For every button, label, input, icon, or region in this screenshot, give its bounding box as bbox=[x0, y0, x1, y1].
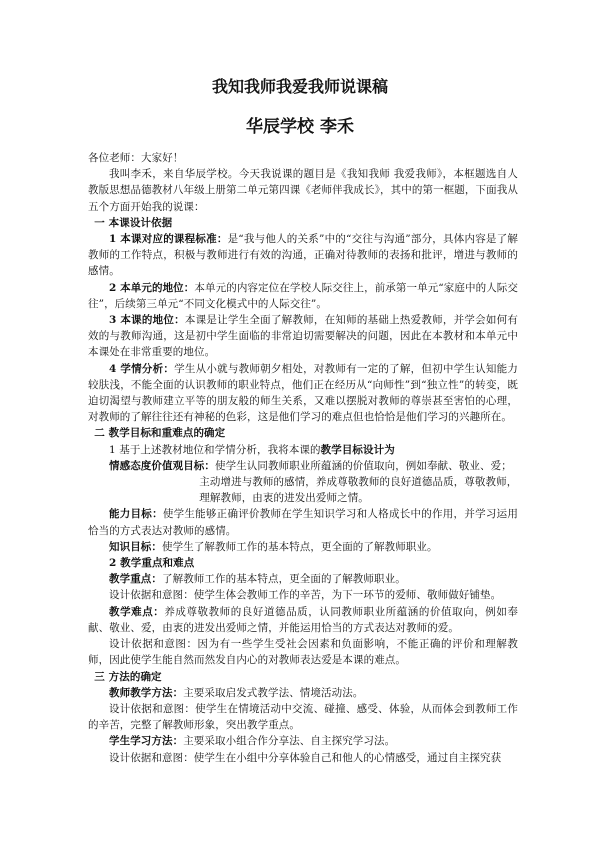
section-heading-2: 二 教学目标和重难点的确定 bbox=[94, 427, 226, 440]
unit-position-label: 2 本单元的地位： bbox=[109, 281, 195, 294]
teaching-difficulty-basis: 设计依据和意图：因为有一些学生受社会因素和负面影响，不能正确的评价和理解教师，因此使学生能自然而然发自内心的对教师表达爱是本课的难点。 bbox=[88, 638, 518, 667]
objectives-intro bbox=[88, 442, 518, 458]
lesson-position-text: 本课是让学生全面了解教师，在知师的基础上热爱教师，并学会如何有效的与教师沟通，这是初中学生面临的非常迫切需要解决的问题，因此在本教材和本单元中本课处在非常重要的地位。 bbox=[88, 314, 518, 359]
section-heading-1: 一 本课设计依据 bbox=[94, 216, 173, 229]
document-body bbox=[88, 150, 518, 766]
teaching-difficulty-text: 养成尊敬教师的良好道德品质，认同教师职业所蕴涵的价值取向，例如奉献、敬业、爱，由衷的进发出爱师之情，并能运用恰当的方式表达对教师的爱。 bbox=[88, 605, 519, 634]
emotion-objective-line-3: 理解教师，由衷的进发出爱师之情。 bbox=[199, 492, 369, 505]
student-methods bbox=[88, 733, 518, 749]
learner-analysis-label: 4 学情分析： bbox=[109, 362, 175, 375]
knowledge-objective bbox=[88, 539, 518, 555]
document-subtitle: 华辰学校 李禾 bbox=[246, 117, 354, 137]
emotion-objective-line-2: 主动增进与教师的感情，养成尊敬教师的良好道德品质，尊敬教师， bbox=[199, 476, 518, 489]
curriculum-standard-label: 1 本课对应的课程标准： bbox=[109, 233, 228, 246]
unit-position-text: 本单元的内容定位在学校人际交往上，前承第一单元“家庭中的人际交往”，后续第三单元“不同文化模式中的人际交往”。 bbox=[88, 281, 518, 310]
ability-objective-text: 使学生能够正确评价教师在学生知识学习和人格成长中的作用，并学习运用恰当的方式表达对教师的感情。 bbox=[88, 508, 518, 537]
teaching-difficulty-label: 教学难点： bbox=[109, 605, 165, 618]
document-title: 我知我师我爱我师说课稿 bbox=[211, 77, 388, 96]
teacher-methods bbox=[88, 685, 518, 701]
emotion-objective-label: 情感态度价值观目标： bbox=[109, 459, 215, 472]
section-heading-3: 三 方法的确定 bbox=[94, 670, 162, 683]
emotion-objective bbox=[88, 458, 518, 507]
lesson-position-label: 3 本课的地位： bbox=[109, 314, 185, 327]
teaching-focus bbox=[88, 571, 518, 587]
student-methods-label: 学生学习方法： bbox=[109, 735, 184, 748]
teacher-methods-text: 主要采取启发式教学法、情境活动法。 bbox=[183, 686, 364, 699]
intro-paragraph: 我叫李禾，来自华辰学校。今天我说课的题目是《我知我师 我爱我师》，本框题选自人教版思想品德教材八年级上册第二单元第四课《老师伴我成长》，其中的第一框题，下面我从五个方面开始我的说课： bbox=[88, 168, 518, 213]
learner-analysis-paragraph bbox=[88, 361, 518, 426]
student-methods-text: 主要采取小组合作分享法、自主探究学习法。 bbox=[183, 735, 396, 748]
teacher-methods-basis: 设计依据和意图：使学生在情境活动中交流、碰撞、感受、体验，从而体会到教师工作的辛苦，完整了解教师形象，突出教学重点。 bbox=[88, 702, 518, 732]
student-methods-basis: 设计依据和意图：使学生在小组中分享体验自己和他人的心情感受，通过自主探究获 bbox=[109, 751, 502, 764]
teaching-difficulty bbox=[88, 604, 518, 636]
objectives-intro-text: 1 基于上述教材地位和学情分析，我将本课的 bbox=[109, 443, 321, 456]
focus-difficulty-heading bbox=[88, 555, 518, 571]
teacher-methods-label: 教师教学方法： bbox=[109, 686, 184, 699]
ability-objective-label: 能力目标： bbox=[109, 508, 163, 521]
teaching-focus-text: 了解教师工作的基本特点，更全面的了解教师职业。 bbox=[162, 573, 406, 586]
ability-objective bbox=[88, 506, 518, 538]
objectives-intro-bold: 教学目标设计为 bbox=[320, 443, 395, 456]
knowledge-objective-label: 知识目标： bbox=[109, 540, 162, 553]
knowledge-objective-text: 使学生了解教师工作的基本特点，更全面的了解教师职业。 bbox=[162, 540, 438, 553]
unit-position-paragraph bbox=[88, 280, 518, 312]
curriculum-standard-text: 是“我与他人的关系”中的“交往与沟通”部分，具体内容是了解教师的工作特点，积极与教师进行有效的沟通，正确对待教师的表扬和批评，增进与教师的感情。 bbox=[88, 233, 518, 278]
greeting: 各位老师：大家好！ bbox=[88, 152, 184, 164]
emotion-objective-line-1: 使学生认同教师职业所蕴涵的价值取向，例如奉献、敬业、爱； bbox=[215, 459, 512, 472]
curriculum-standard-paragraph bbox=[88, 231, 518, 280]
focus-difficulty-heading-text: 2 教学重点和难点 bbox=[109, 557, 195, 570]
lesson-position-paragraph bbox=[88, 312, 518, 361]
learner-analysis-text: 学生从小就与教师朝夕相处，对教师有一定的了解，但初中学生认知能力较肤浅，不能全面的认识教师的职业特点，他们正在经历从“向师性”到“独立性”的转变，既迫切渴望与教师建立平等的朋友般的师生关系，又难以摆脱对教师的尊崇甚至害怕的心理，对教师的了解往往还有神秘的色彩，这是他们学习的难点但也恰恰是他们学习的兴趣所在。 bbox=[88, 362, 518, 424]
teaching-focus-label: 教学重点： bbox=[109, 573, 162, 586]
teaching-focus-basis: 设计依据和意图：使学生体会教师工作的辛苦，为下一环节的爱师、敬师做好铺垫。 bbox=[109, 589, 502, 602]
